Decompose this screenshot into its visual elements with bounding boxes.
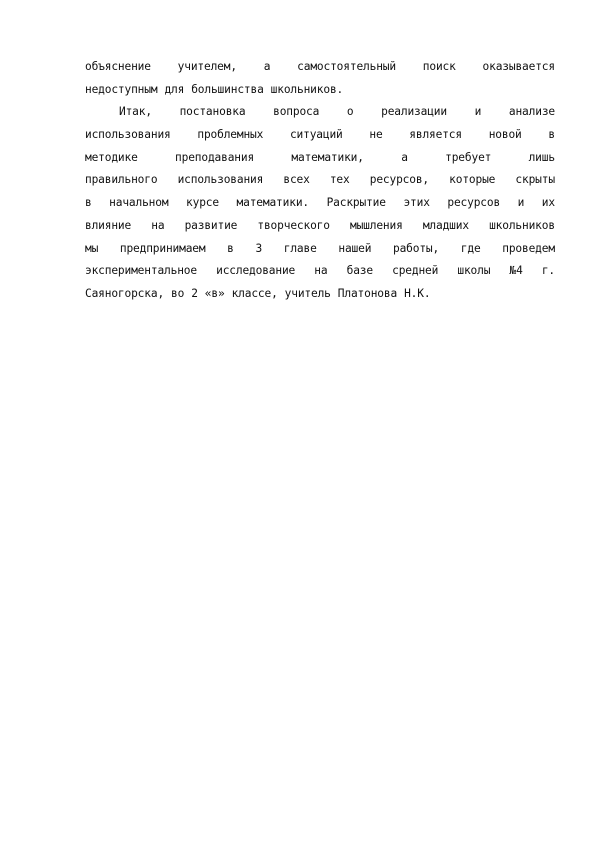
word: где	[460, 241, 481, 255]
word: школы	[457, 264, 491, 278]
word: скрыты	[515, 173, 555, 187]
word: поиск	[422, 60, 456, 73]
word: средней	[392, 264, 439, 278]
word: недоступным	[85, 82, 158, 96]
word: использования	[177, 173, 264, 187]
word: реализации	[381, 105, 447, 119]
word: в	[548, 128, 555, 142]
text-line	[85, 238, 555, 261]
word: анализе	[508, 105, 555, 119]
word: мышления	[349, 218, 403, 232]
word: математики,	[291, 150, 364, 164]
word: самостоятельный	[297, 60, 396, 73]
word: требует	[445, 150, 492, 164]
word: 2	[191, 286, 198, 300]
word: главе	[283, 241, 317, 255]
word: а	[401, 150, 408, 164]
word: Раскрытие	[326, 196, 386, 210]
text-line	[85, 147, 555, 170]
word: ситуаций	[289, 128, 343, 142]
word: большинства	[191, 82, 264, 96]
word: оказывается	[482, 60, 555, 73]
word: развитие	[184, 218, 238, 232]
word: ресурсов,	[369, 173, 430, 187]
word: на	[151, 218, 165, 232]
word: и	[474, 105, 482, 119]
text-line	[85, 79, 555, 102]
word: школьников.	[270, 82, 344, 96]
word: постановка	[179, 105, 246, 119]
word: для	[164, 82, 185, 96]
word: 3	[255, 241, 263, 255]
word: не	[369, 128, 383, 142]
word: школьников	[489, 218, 555, 232]
word: ресурсов	[447, 196, 501, 210]
word: всех	[283, 173, 310, 187]
word: которые	[449, 173, 496, 187]
word: этих	[403, 196, 430, 210]
word: на	[314, 264, 328, 278]
word: творческого	[257, 218, 330, 232]
word: нашей	[338, 241, 372, 255]
word: мы	[85, 241, 99, 255]
text-line	[85, 283, 555, 306]
word: проблемных	[197, 128, 264, 142]
text-line	[85, 192, 555, 215]
word: о	[346, 105, 354, 119]
word: объяснение	[85, 60, 151, 73]
word: их	[541, 196, 555, 210]
word: классе,	[231, 286, 278, 300]
word: младших	[422, 218, 469, 232]
word: вопроса	[273, 105, 320, 119]
word: в	[227, 241, 234, 255]
word: учителем,	[177, 60, 237, 73]
word: исследование	[216, 264, 296, 278]
word: а	[263, 60, 271, 73]
word: г.	[541, 264, 555, 278]
word: в	[85, 196, 92, 210]
word: «в»	[204, 286, 225, 300]
word: математики.	[236, 196, 309, 210]
word: влияние	[85, 218, 132, 232]
word: №4	[509, 264, 523, 278]
word: во	[171, 286, 185, 300]
word: Н.К.	[404, 286, 431, 300]
paragraph-2	[85, 101, 555, 305]
word: работы,	[392, 241, 440, 255]
word: является	[409, 128, 462, 142]
word: тех	[329, 173, 350, 187]
word: экспериментальное	[85, 264, 197, 278]
text-line	[85, 124, 555, 147]
text-line	[85, 169, 555, 192]
word: преподавания	[175, 150, 255, 164]
word: правильного	[85, 173, 158, 187]
word: курсе	[186, 196, 219, 210]
document-body	[85, 56, 555, 306]
word: предпринимаем	[119, 241, 206, 255]
word: базе	[346, 264, 373, 278]
word: новой	[488, 128, 522, 142]
text-line	[85, 101, 555, 124]
text-line	[85, 260, 555, 283]
word: Саяногорска,	[85, 286, 165, 300]
text-line	[85, 56, 555, 79]
word: учитель	[284, 286, 331, 300]
word: Итак,	[119, 105, 152, 119]
word: проведем	[502, 241, 555, 255]
word: Платонова	[337, 286, 398, 300]
word: начальном	[109, 196, 169, 210]
word: лишь	[528, 150, 555, 164]
word: и	[517, 196, 525, 210]
word: методике	[85, 150, 138, 164]
text-line	[85, 215, 555, 238]
word: использования	[85, 128, 171, 142]
paragraph-1	[85, 56, 555, 101]
